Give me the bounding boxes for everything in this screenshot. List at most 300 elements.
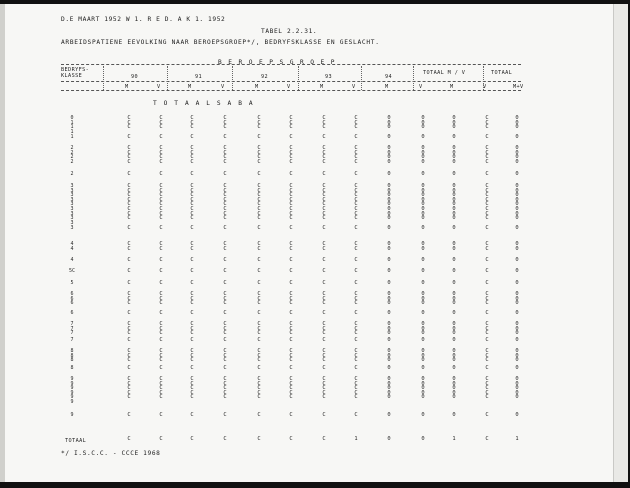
table-cell: 0 0 0 0 0 [421, 376, 425, 401]
subtotal-cell: C [289, 412, 293, 418]
section-title: T O T A A L S A B A [153, 100, 255, 107]
table-cell: 0 0 0 0 [421, 145, 425, 165]
subtotal-cell: C [190, 257, 194, 263]
subtotal-cell: C [485, 225, 489, 231]
subtotal-cell: 0 [387, 171, 391, 177]
subtotal-cell: C [289, 310, 293, 316]
subtotal-cell: 0 [421, 134, 425, 140]
row-label: 4 4 [70, 241, 74, 252]
table-cell: C C [322, 241, 326, 252]
subtotal-cell: C [257, 310, 261, 316]
subtotal-cell: 0 [452, 280, 456, 286]
header-separator [103, 66, 104, 90]
subtotal-cell: 0 [515, 225, 519, 231]
table-cell: C C C [190, 321, 194, 337]
total-row-label: TOTAAL [65, 438, 87, 444]
table-cell: C C C [257, 348, 261, 364]
subtotal-cell: 0 [387, 280, 391, 286]
table-cell: C C C C [257, 145, 261, 165]
table-cell: C [223, 268, 227, 274]
table-cell: C C C C C C C C [190, 183, 194, 222]
subtotal-cell: C [127, 280, 131, 286]
table-cell: C C C [322, 291, 326, 307]
subtotal-cell: 0 [387, 412, 391, 418]
subtotal-cell: C [289, 171, 293, 177]
row-label: 0 1 1 1 [70, 115, 74, 135]
header-separator [413, 66, 414, 90]
sex-label: M [188, 84, 192, 90]
subtotal-cell: C [223, 412, 227, 418]
subtotal-cell: C [354, 412, 358, 418]
subtotal-cell: 0 [387, 225, 391, 231]
subtotal-cell: C [190, 365, 194, 371]
table-cell: 0 0 0 [387, 291, 391, 307]
group-header: B E R O E P S G R O E P [218, 59, 336, 66]
table-cell: C C C [322, 321, 326, 337]
sex-label: V [287, 84, 291, 90]
total-cell: 1 [354, 436, 358, 442]
table-cell: 0 0 [421, 241, 425, 252]
subtotal-cell: C [223, 365, 227, 371]
table-cell: 0 0 0 [452, 291, 456, 307]
subtotal-cell: C [322, 412, 326, 418]
group-code-92: 92 [261, 74, 269, 80]
table-cell: C C C C C C C C [159, 183, 163, 222]
subtotal-cell: C [159, 134, 163, 140]
subtotal-cell: C [223, 280, 227, 286]
table-cell: C [322, 268, 326, 274]
table-cell: C C C [289, 291, 293, 307]
total-cell: 1 [452, 436, 456, 442]
subtotal-cell: C [223, 257, 227, 263]
table-cell: C C C [354, 348, 358, 364]
table-cell: C C C [190, 348, 194, 364]
subtotal-cell: C [159, 365, 163, 371]
row-label: 2 2 2 2 [70, 145, 74, 165]
row-label: 8 8 8 [70, 348, 74, 364]
subtotal-cell: C [354, 225, 358, 231]
subtotal-cell: C [289, 337, 293, 343]
total-cell: C [289, 436, 293, 442]
subtotal-cell: C [127, 310, 131, 316]
table-cell: C C C C C C C C [289, 183, 293, 222]
table-cell: C C [257, 241, 261, 252]
subtotal-cell: C [257, 257, 261, 263]
subtotal-cell: 0 [452, 365, 456, 371]
subtotal-cell: C [322, 310, 326, 316]
table-cell: C [159, 268, 163, 274]
subtotal-cell: C [127, 412, 131, 418]
subtotal-cell: C [223, 225, 227, 231]
table-cell: C C C [257, 321, 261, 337]
total-cell: C [159, 436, 163, 442]
subtotal-cell: C [322, 171, 326, 177]
row-label: 5C [68, 268, 76, 274]
table-title: ARBEIDSPATIENE EEVOLKING NAAR BEROEPSGROEP*/, BEDRYFSKLASSE EN GESLACHT. [61, 39, 380, 46]
sex-label: V [221, 84, 225, 90]
table-cell: C C C [159, 348, 163, 364]
subtotal-cell: 0 [387, 337, 391, 343]
table-cell: C C C [354, 291, 358, 307]
subtotal-cell: 0 [387, 310, 391, 316]
subtotal-cell: C [485, 310, 489, 316]
subtotal-cell: C [322, 225, 326, 231]
table-cell: C C C C C [159, 376, 163, 401]
subtotal-cell: 0 [421, 225, 425, 231]
subtotal-cell: C [257, 365, 261, 371]
table-cell: 0 0 0 [387, 348, 391, 364]
subtotal-cell: C [190, 225, 194, 231]
subtotal-cell: C [354, 257, 358, 263]
subtotal-cell: 0 [452, 257, 456, 263]
table-cell: C C C [190, 115, 194, 131]
table-cell: C C C C [354, 145, 358, 165]
table-cell: C C C [322, 115, 326, 131]
table-cell: C C C C C C C C [354, 183, 358, 222]
table-cell: C C C [223, 321, 227, 337]
subtotal-cell: C [159, 225, 163, 231]
subtotal-cell: C [322, 337, 326, 343]
table-cell: C C C [223, 291, 227, 307]
row-code: 2 [70, 171, 74, 177]
table-cell: C C C C [223, 145, 227, 165]
table-cell: C C C [159, 291, 163, 307]
subtotal-cell: C [223, 134, 227, 140]
subtotal-cell: 0 [452, 337, 456, 343]
subtotal-cell: 0 [421, 337, 425, 343]
subtotal-cell: C [159, 171, 163, 177]
subtotal-cell: C [257, 225, 261, 231]
table-cell: C C C C C [322, 376, 326, 401]
subtotal-cell: 0 [515, 171, 519, 177]
subtotal-cell: 0 [515, 280, 519, 286]
table-cell: 0 0 [515, 241, 519, 252]
subtotal-cell: C [485, 257, 489, 263]
subtotal-cell: C [485, 171, 489, 177]
subtotal-cell: C [257, 412, 261, 418]
row-label: 9 9 9 9 9 9 [70, 376, 74, 405]
table-cell: 0 0 0 0 0 0 0 0 [421, 183, 425, 222]
table-cell: 0 0 0 [515, 321, 519, 337]
subtotal-cell: C [127, 257, 131, 263]
table-cell: 0 [515, 268, 519, 274]
subtotal-cell: C [354, 280, 358, 286]
table-cell: 0 0 0 [515, 348, 519, 364]
subtotal-cell: C [159, 280, 163, 286]
table-cell: C C C [354, 321, 358, 337]
row-code: 7 [70, 337, 74, 343]
footnote: */ I.S.C.C. - CCCE 1968 [61, 450, 161, 457]
total-cell: C [223, 436, 227, 442]
total-cell: 1 [515, 436, 519, 442]
table-cell: 0 0 0 [515, 291, 519, 307]
row-code: 5 [70, 280, 74, 286]
table-cell: 0 0 [452, 241, 456, 252]
subtotal-cell: C [159, 257, 163, 263]
subtotal-cell: C [485, 337, 489, 343]
subtotal-cell: 0 [421, 280, 425, 286]
subtotal-cell: 0 [452, 412, 456, 418]
row-code: 6 [70, 310, 74, 316]
header-rule-bottom [61, 90, 521, 91]
sex-label: M [125, 84, 129, 90]
subtotal-cell: C [289, 280, 293, 286]
table-cell: C C C C C [485, 376, 489, 401]
table-cell: C C C [257, 115, 261, 131]
subtotal-cell: C [257, 171, 261, 177]
table-cell: 0 0 0 0 [515, 145, 519, 165]
subtotal-cell: 0 [515, 412, 519, 418]
subtotal-cell: C [159, 337, 163, 343]
sex-label: V [157, 84, 161, 90]
subtotal-cell: C [289, 365, 293, 371]
subtotal-cell: 0 [452, 134, 456, 140]
page-edge [613, 4, 628, 482]
group-code-90: 90 [131, 74, 139, 80]
table-cell: C C C C C [190, 376, 194, 401]
subtotal-cell: C [485, 280, 489, 286]
table-cell: C C C C C [127, 376, 131, 401]
subtotal-cell: 0 [421, 257, 425, 263]
table-cell: C C C C C C C C [223, 183, 227, 222]
subtotal-cell: C [354, 310, 358, 316]
document-page [3, 4, 613, 482]
table-cell: C C C [485, 115, 489, 131]
table-cell: 0 0 0 [421, 115, 425, 131]
table-cell: C C C [485, 321, 489, 337]
table-cell: 0 0 0 [452, 321, 456, 337]
subtotal-cell: C [190, 310, 194, 316]
subtotal-cell: C [127, 171, 131, 177]
subtotal-cell: 0 [452, 171, 456, 177]
subtotal-cell: C [223, 337, 227, 343]
table-cell: 0 0 0 0 0 [387, 376, 391, 401]
subtotal-cell: 0 [387, 257, 391, 263]
table-cell: 0 0 0 0 [387, 145, 391, 165]
total-cell: C [322, 436, 326, 442]
table-cell: C C C [127, 291, 131, 307]
subtotal-cell: 0 [421, 412, 425, 418]
subtotal-cell: C [190, 412, 194, 418]
table-cell: C C C [127, 348, 131, 364]
header-rule-mid [61, 81, 521, 82]
table-cell: C C [223, 241, 227, 252]
total-cell: 0 [421, 436, 425, 442]
table-cell: C C C [127, 115, 131, 131]
subtotal-cell: C [289, 134, 293, 140]
group-code-91: 91 [195, 74, 203, 80]
subtotal-cell: C [127, 365, 131, 371]
table-cell: 0 0 0 [421, 291, 425, 307]
subtotal-cell: C [289, 225, 293, 231]
row-code: 1 [70, 134, 74, 140]
table-cell: C C [127, 241, 131, 252]
group-code-94: 94 [385, 74, 393, 80]
subtotal-cell: C [190, 171, 194, 177]
subtotal-cell: C [354, 134, 358, 140]
header-separator [298, 66, 299, 90]
table-cell: C C C C C [289, 376, 293, 401]
group-code-93: 93 [325, 74, 333, 80]
table-cell: C C C C C [257, 376, 261, 401]
subtotal-cell: C [257, 280, 261, 286]
row-label: 7 7 7 [70, 321, 74, 337]
header-separator [483, 66, 484, 90]
sex-label: M [255, 84, 259, 90]
totaal-label: TOTAAL [491, 70, 513, 76]
table-cell: C C C C [485, 145, 489, 165]
subtotal-cell: 0 [515, 257, 519, 263]
sex-label: M [320, 84, 324, 90]
total-cell: C [190, 436, 194, 442]
subtotal-cell: 0 [452, 225, 456, 231]
table-cell: 0 0 0 0 [452, 145, 456, 165]
subtotal-cell: C [257, 134, 261, 140]
table-cell: C C C [159, 115, 163, 131]
table-cell: 0 0 0 [387, 115, 391, 131]
subtotal-cell: C [354, 171, 358, 177]
table-cell: C C [159, 241, 163, 252]
table-cell: C C [485, 241, 489, 252]
subtotal-cell: 0 [452, 310, 456, 316]
total-cell: 0 [387, 436, 391, 442]
subtotal-cell: C [223, 171, 227, 177]
subtotal-cell: C [257, 337, 261, 343]
sex-label: M+V [513, 84, 524, 90]
table-cell: C C C [289, 348, 293, 364]
table-cell: C C C C C C C C [257, 183, 261, 222]
sex-label: V [419, 84, 423, 90]
table-cell: C [289, 268, 293, 274]
subtotal-cell: C [159, 412, 163, 418]
table-cell: C [354, 268, 358, 274]
subtotal-cell: 0 [387, 365, 391, 371]
table-cell: 0 0 0 [452, 348, 456, 364]
table-cell: 0 [421, 268, 425, 274]
table-cell: 0 0 0 [515, 115, 519, 131]
subtotal-cell: C [322, 280, 326, 286]
subtotal-cell: C [322, 257, 326, 263]
total-cell: C [485, 436, 489, 442]
table-cell: C C C C [322, 145, 326, 165]
row-label: 6 6 6 [70, 291, 74, 307]
subtotal-cell: 0 [421, 310, 425, 316]
sex-label: M [385, 84, 389, 90]
header-separator [361, 66, 362, 90]
table-cell: 0 0 0 0 0 [515, 376, 519, 401]
subtotal-cell: C [485, 134, 489, 140]
subtotal-cell: C [485, 365, 489, 371]
table-cell: C C C C C [354, 376, 358, 401]
table-cell: C C C [289, 115, 293, 131]
table-cell: 0 0 0 [387, 321, 391, 337]
table-cell: C C C C C C C C [485, 183, 489, 222]
table-cell: C [485, 268, 489, 274]
table-cell: 0 [452, 268, 456, 274]
table-cell: 0 0 0 0 0 0 0 0 [452, 183, 456, 222]
subtotal-cell: 0 [515, 365, 519, 371]
subtotal-cell: C [354, 337, 358, 343]
subtotal-cell: 0 [387, 134, 391, 140]
table-cell: C C [289, 241, 293, 252]
subtotal-cell: C [190, 337, 194, 343]
table-cell: C C C [322, 348, 326, 364]
table-cell: C C C [127, 321, 131, 337]
subtotal-cell: C [223, 310, 227, 316]
table-cell: C C C [354, 115, 358, 131]
totaal-mv-label: TOTAAL M / V [423, 70, 466, 76]
sex-label: V [483, 84, 487, 90]
subtotal-cell: 0 [515, 310, 519, 316]
table-cell: C C C C [159, 145, 163, 165]
table-cell: C C C C C C C C [127, 183, 131, 222]
table-cell: 0 0 [387, 241, 391, 252]
subtotal-cell: C [127, 337, 131, 343]
table-cell: C C C [159, 321, 163, 337]
table-cell: 0 0 0 0 0 0 0 0 [515, 183, 519, 222]
total-cell: C [257, 436, 261, 442]
subtotal-cell: C [322, 134, 326, 140]
row-code: 8 [70, 365, 74, 371]
table-cell: C [190, 268, 194, 274]
header-separator [167, 66, 168, 90]
table-cell: 0 0 0 [452, 115, 456, 131]
table-cell: C C C [257, 291, 261, 307]
row-code: 9 [70, 412, 74, 418]
table-cell: 0 [387, 268, 391, 274]
row-code: 4 [70, 257, 74, 263]
subtotal-cell: 0 [421, 365, 425, 371]
subtotal-cell: C [190, 280, 194, 286]
table-cell: C C C [485, 348, 489, 364]
table-cell: C [127, 268, 131, 274]
sex-label: M [450, 84, 454, 90]
row-code: 3 [70, 225, 74, 231]
table-cell: 0 0 0 [421, 321, 425, 337]
subtotal-cell: 0 [515, 134, 519, 140]
table-cell: C C C [223, 115, 227, 131]
row-label-header: BEDRYFS- KLASSE [61, 67, 90, 79]
subtotal-cell: C [127, 225, 131, 231]
table-cell: C [257, 268, 261, 274]
sex-label: V [352, 84, 356, 90]
subtotal-cell: C [289, 257, 293, 263]
subtotal-cell: C [485, 412, 489, 418]
table-cell: C C C [223, 348, 227, 364]
table-cell: C C C [289, 321, 293, 337]
table-cell: C C C C [127, 145, 131, 165]
subtotal-cell: 0 [515, 337, 519, 343]
table-cell: 0 0 0 0 0 [452, 376, 456, 401]
table-number: TABEL 2.2.31. [261, 28, 318, 35]
date-line: D.E MAART 1952 W 1. R E D. A K 1. 1952 [61, 16, 226, 23]
total-cell: C [127, 436, 131, 442]
table-cell: C C [354, 241, 358, 252]
table-cell: C C C [190, 291, 194, 307]
table-cell: 0 0 0 [421, 348, 425, 364]
table-cell: C C C C C C C C [322, 183, 326, 222]
table-cell: C C C C [190, 145, 194, 165]
subtotal-cell: C [322, 365, 326, 371]
table-cell: 0 0 0 0 0 0 0 0 [387, 183, 391, 222]
row-label: 3 3 3 3 3 3 3 3 3 [70, 183, 74, 226]
subtotal-cell: C [127, 134, 131, 140]
table-cell: C C C C [289, 145, 293, 165]
table-cell: C C [190, 241, 194, 252]
subtotal-cell: C [159, 310, 163, 316]
subtotal-cell: C [190, 134, 194, 140]
subtotal-cell: C [354, 365, 358, 371]
